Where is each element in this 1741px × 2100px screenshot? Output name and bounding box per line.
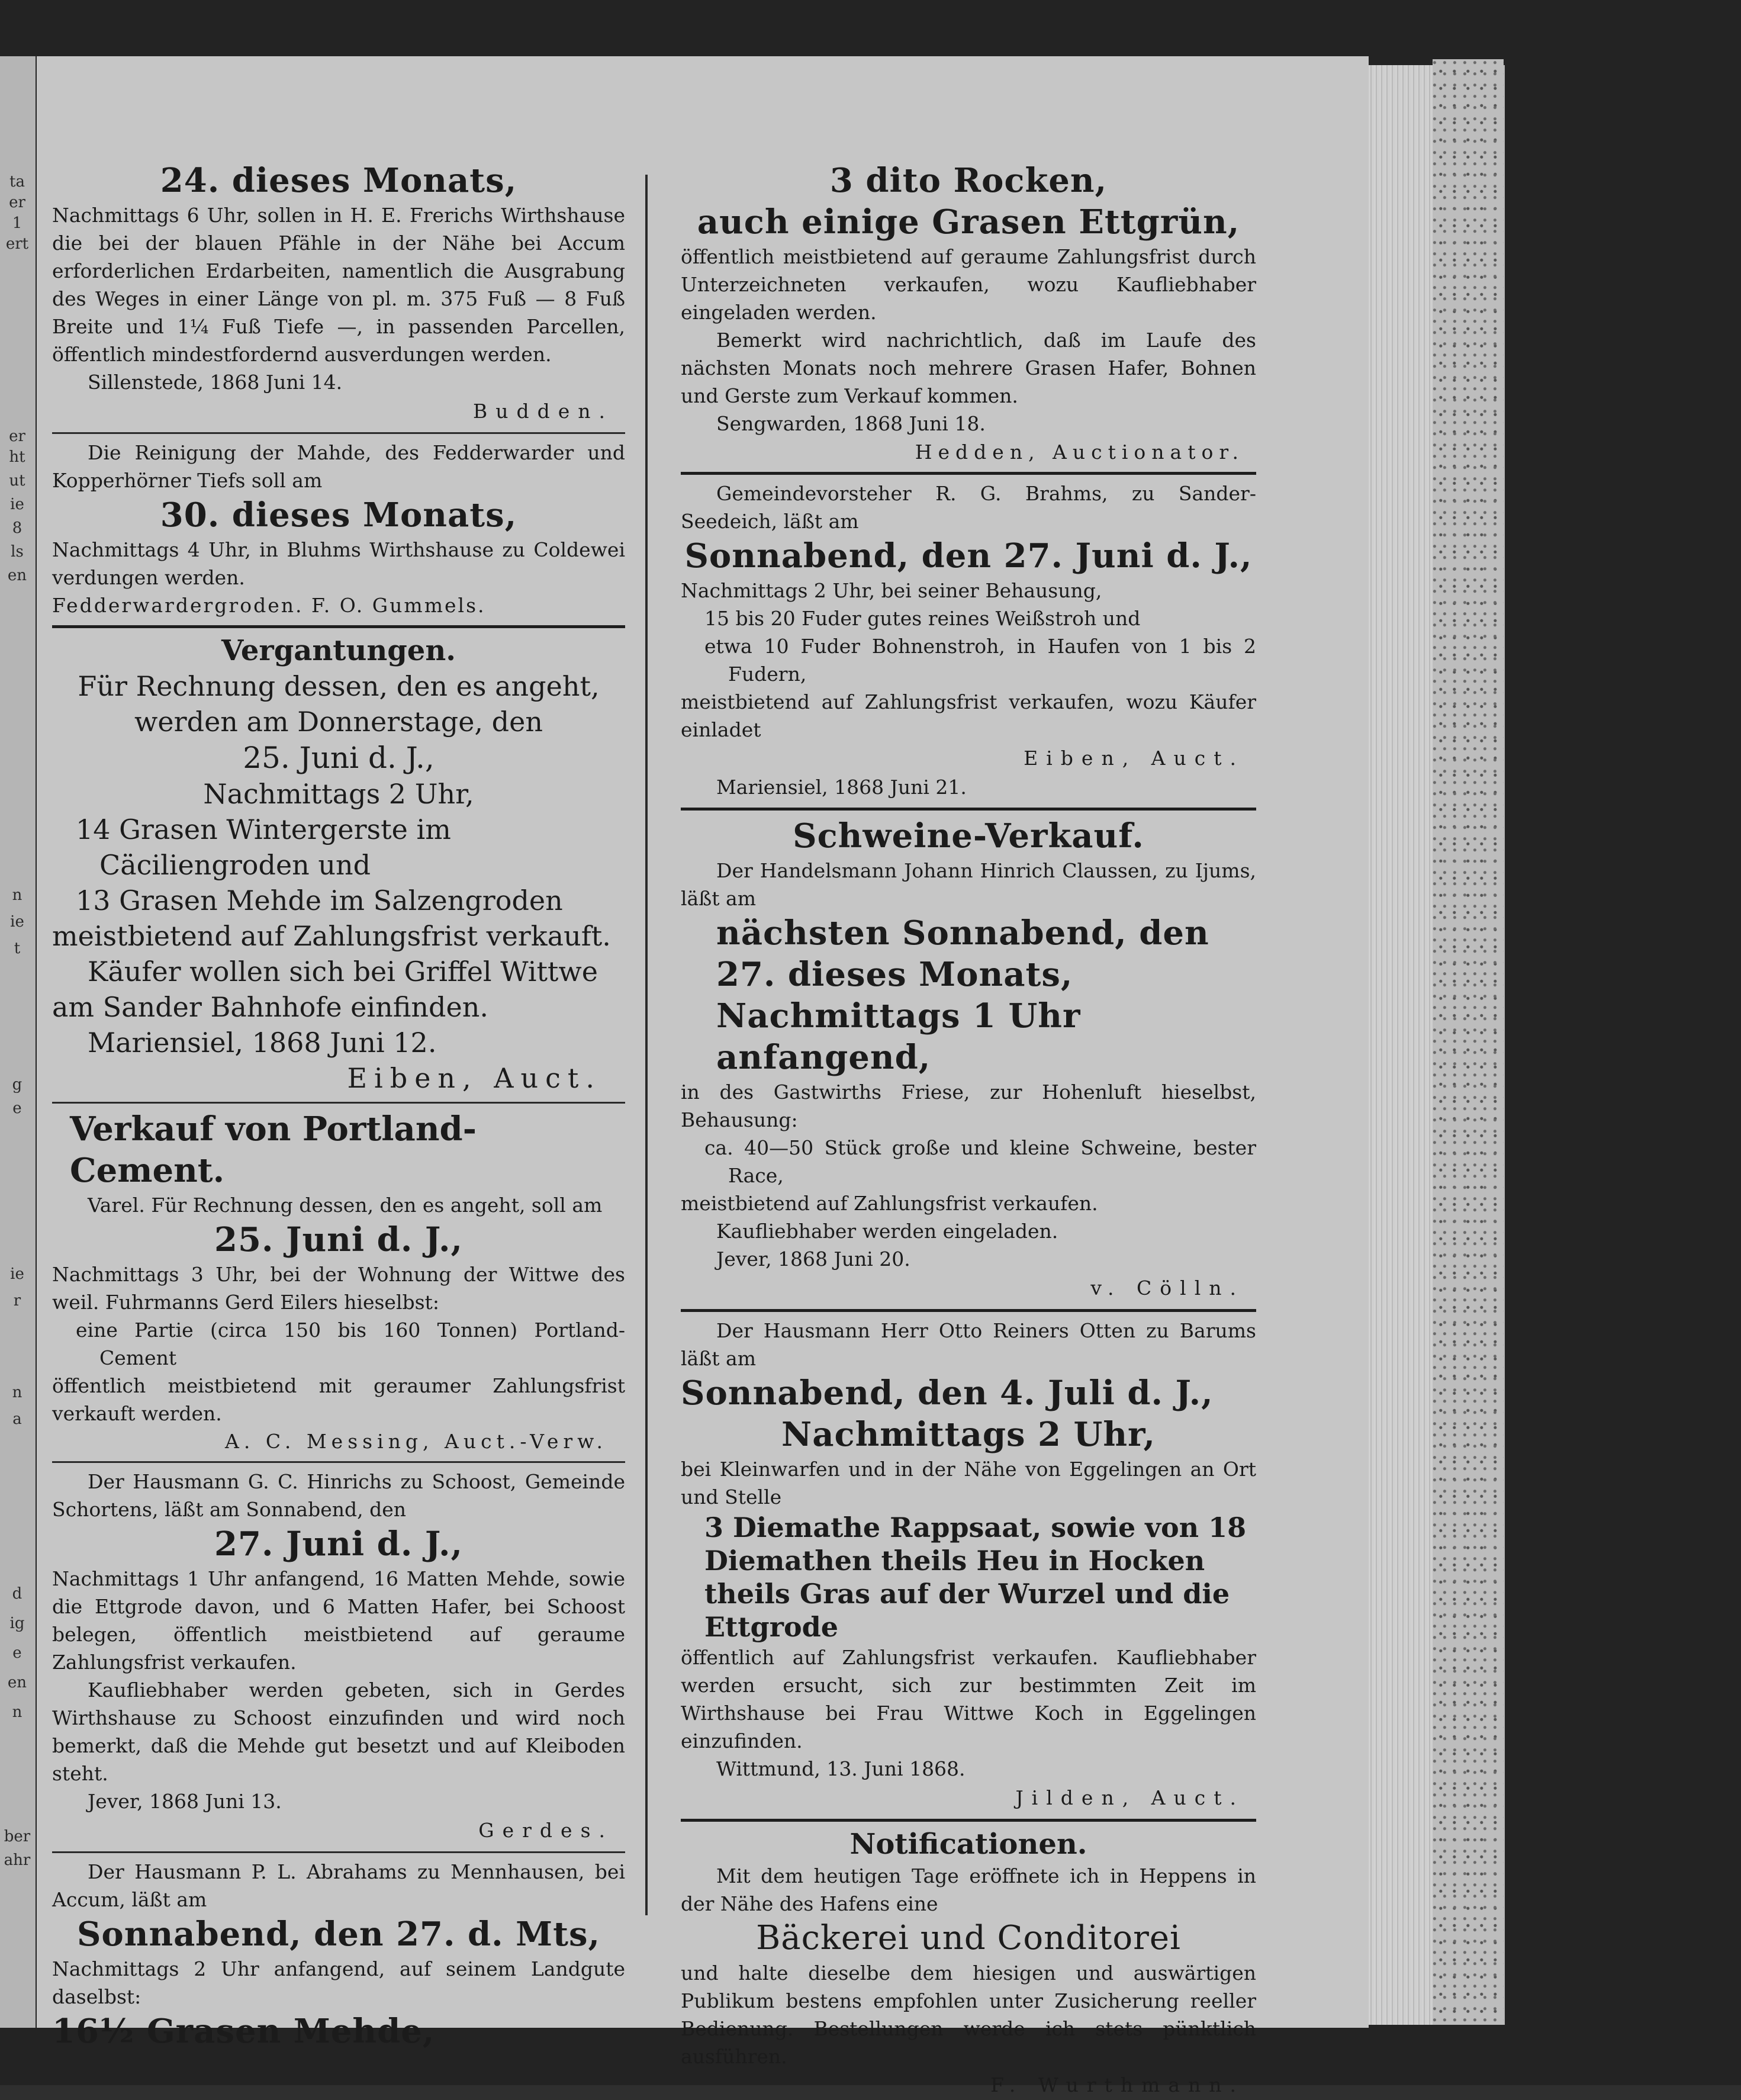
margin-fragment: en — [7, 567, 27, 584]
section-heading: Notificationen. — [849, 1828, 1087, 1861]
sale-terms: meistbietend auf Zahlungsfrist verkauft. — [52, 920, 611, 952]
notice-body: in des Gastwirths Friese, zur Hohenluft hieselbst, Behausung: — [681, 1080, 1256, 1131]
notice-pig-sale — [681, 815, 1256, 1303]
notice-portland-cement — [52, 1108, 625, 1455]
date-heading: Sonnabend, den 4. Juli d. J., — [681, 1374, 1214, 1413]
notice-intro: Der Hausmann P. L. Abrahams zu Mennhausen, bei Accum, läßt am — [52, 1860, 625, 1911]
lot-item: etwa 10 Fuder Bohnenstroh, in Haufen von 1 bis 2 Fudern, — [704, 635, 1256, 686]
separator-rule — [52, 1102, 625, 1104]
sale-terms: meistbietend auf Zahlungsfrist verkaufen, wozu Käufer einladet — [681, 690, 1256, 741]
sale-terms: öffentlich auf Zahlungsfrist verkaufen. Kaufliebhaber werden ersucht, sich zur bestimmten Zeit im Wirthshause bei Frau Wittwe Koch in Eggelingen einzufinden. — [681, 1646, 1256, 1752]
date-heading: 30. dieses Monats, — [160, 496, 517, 535]
margin-fragment: en — [7, 1674, 27, 1691]
place-date: Jever, 1868 Juni 13. — [88, 1790, 282, 1813]
separator-rule — [52, 1461, 625, 1463]
notice-otten — [681, 1317, 1256, 1813]
place-date: Wittmund, 13. Juni 1868. — [716, 1757, 966, 1780]
notice-abrahams — [52, 1858, 625, 2052]
lot-heading: 3 dito Rocken, — [829, 161, 1108, 200]
notice-intro: Für Rechnung dessen, den es angeht, werden am Donnerstage, den — [78, 670, 600, 738]
lot-item: 13 Grasen Mehde im Salzengroden — [76, 885, 563, 916]
notice-body: und halte dieselbe dem hiesigen und auswärtigen Publikum bestens empfohlen unter Zusicherung reeller Bedienung. Bestellungen werde ich stets pünktlich ausführen. — [681, 1961, 1256, 2068]
notice-notifications — [681, 1826, 1256, 2100]
note: Bemerkt wird nachrichtlich, daß im Laufe des nächsten Monats noch mehrere Grasen Hafer, Bohnen und Gerste zum Verkauf kommen. — [681, 329, 1256, 407]
separator-rule — [681, 1819, 1256, 1822]
margin-fragment: ie — [10, 496, 24, 513]
date-heading: Sonnabend, den 27. d. Mts, — [76, 1915, 601, 1954]
separator-rule — [681, 808, 1256, 811]
margin-fragment: ht — [9, 448, 25, 466]
margin-fragment: er — [9, 427, 25, 445]
place-signature: Fedderwardergroden. F. O. Gummels. — [52, 594, 486, 617]
lot-item: eine Partie (circa 150 bis 160 Tonnen) Portland-Cement — [76, 1318, 625, 1369]
signature: v. Cölln. — [1090, 1276, 1244, 1300]
margin-fragment: n — [12, 1703, 22, 1721]
lot-item: ca. 40—50 Stück große und kleine Schweine, bester Race, — [704, 1136, 1256, 1187]
notice-body: Nachmittags 1 Uhr anfangend, 16 Matten Mehde, sowie die Ettgrode davon, und 6 Matten Hafer, bei Schoost belegen, öffentlich meistbietend auf geraume Zahlungsfrist verkaufen. — [52, 1567, 625, 1674]
lot-item: 16½ Grasen Mehde, — [52, 2012, 435, 2051]
separator-rule — [681, 472, 1256, 475]
margin-fragment: n — [12, 886, 22, 904]
signature: A. C. Messing, Auct.-Verw. — [225, 1430, 607, 1453]
date-heading: nächsten Sonnabend, den 27. dieses Monats, Nachmittags 1 Uhr anfangend, — [716, 914, 1209, 1077]
margin-fragment: er — [9, 194, 25, 211]
book-binding — [1433, 59, 1504, 2025]
margin-fragment: d — [12, 1585, 22, 1603]
margin-fragment: 8 — [12, 519, 22, 537]
place-date: Sillenstede, 1868 Juni 14. — [88, 371, 343, 394]
margin-fragment: ta — [9, 173, 25, 191]
notice-body: Nachmittags 3 Uhr, bei der Wohnung der Wittwe des weil. Fuhrmanns Gerd Eilers hieselbst: — [52, 1263, 625, 1314]
notice-body: Nachmittags 2 Uhr anfangend, auf seinem Landgute daselbst: — [52, 1957, 625, 2008]
margin-fragment: ig — [9, 1615, 25, 1632]
margin-fragment: ie — [10, 913, 24, 931]
signature: Eiben, Auct. — [347, 1062, 601, 1094]
section-heading: Vergantungen. — [221, 634, 456, 667]
lot-item: 3 Diemathe Rappsaat, sowie von 18 Diemathen theils Heu in Hocken theils Gras auf der Wurzel und die Ettgrode — [704, 1512, 1247, 1643]
notice-body: bei Kleinwarfen und in der Nähe von Eggelingen an Ort und Stelle — [681, 1458, 1256, 1509]
margin-fragment: g — [12, 1076, 22, 1094]
date-heading: 24. dieses Monats, — [160, 161, 517, 200]
notice-intro: Der Handelsmann Johann Hinrich Claussen, zu Ijums, läßt am — [681, 859, 1256, 910]
notice-body: Nachmittags 6 Uhr, sollen in H. E. Frerichs Wirthshause die bei der blauen Pfähle in der Nähe bei Accum erforderlichen Erdarbeiten, namentlich die Ausgrabung des Weges in einer Länge von pl. m. 375 Fuß — 8 Fuß Breite und 1¼ Fuß Tiefe —, in passenden Parcellen, öffentlich mindestfordernd ausverdungen werden. — [52, 204, 625, 366]
margin-fragment: t — [14, 940, 21, 957]
margin-fragment: ie — [10, 1265, 24, 1283]
notice-body: Nachmittags 4 Uhr, in Bluhms Wirthshause zu Coldewei verdungen werden. — [52, 538, 625, 589]
sale-terms: meistbietend auf Zahlungsfrist verkaufen. — [681, 1192, 1098, 1215]
margin-fragment: ber — [4, 1828, 31, 1845]
notice-body: öffentlich meistbietend auf geraume Zahlungsfrist durch Unterzeichneten verkaufen, wozu Kaufliebhaber eingeladen werden. — [681, 245, 1256, 324]
separator-rule — [681, 1309, 1256, 1312]
notice-sengwarden — [681, 160, 1256, 466]
notice-intro: Der Hausmann Herr Otto Reiners Otten zu Barums läßt am — [681, 1319, 1256, 1370]
margin-fragment: a — [12, 1410, 22, 1428]
signature: Budden. — [472, 400, 613, 423]
notice-intro: Der Hausmann G. C. Hinrichs zu Schoost, Gemeinde Schortens, läßt am Sonnabend, den — [52, 1470, 625, 1521]
lot-item: 15 bis 20 Fuder gutes reines Weißstroh und — [704, 607, 1141, 630]
margin-fragment: r — [13, 1292, 21, 1310]
signature: Hedden, Auctionator. — [915, 440, 1244, 464]
separator-rule — [52, 1851, 625, 1853]
margin-fragment: n — [12, 1384, 22, 1401]
signature: F. Wurthmann. — [990, 2073, 1244, 2096]
margin-fragment: e — [12, 1099, 22, 1117]
lot-item: 14 Grasen Wintergerste im Cäciliengroden und — [76, 813, 451, 881]
signature: Gerdes. — [478, 1819, 613, 1842]
place-date: Jever, 1868 Juni 20. — [716, 1247, 910, 1271]
notice-intro: Varel. Für Rechnung dessen, den es angeht, soll am — [88, 1194, 603, 1217]
section-heading: Schweine-Verkauf. — [793, 816, 1144, 856]
margin-fragment: ls — [11, 543, 24, 561]
notice-vergantungen — [52, 633, 625, 1096]
date-heading: 25. Juni d. J., — [214, 1220, 463, 1259]
notice-intro: Gemeindevorsteher R. G. Brahms, zu Sander-Seedeich, läßt am — [681, 482, 1256, 533]
date-heading: Sonnabend, den 27. Juni d. J., — [684, 536, 1253, 575]
margin-fragment: ut — [9, 472, 25, 490]
section-heading: Verkauf von Portland-Cement. — [70, 1110, 477, 1190]
column-divider — [645, 175, 648, 1915]
margin-fragment: ert — [5, 235, 29, 253]
signature: Jilden, Auct. — [1015, 1786, 1244, 1809]
buyers-note: Käufer wollen sich bei Griffel Wittwe am Sander Bahnhofe einfinden. — [52, 956, 598, 1023]
notice-ditch-cleaning — [52, 439, 625, 619]
buyers-note: Kaufliebhaber werden gebeten, sich in Gerdes Wirthshause zu Schoost einzufinden und wird noch bemerkt, daß die Mehde gut besetzt und auf Kleiboden steht. — [52, 1678, 625, 1785]
notice-brahms — [681, 480, 1256, 802]
left-column — [52, 160, 625, 2052]
business-name: Bäckerei und Conditorei — [756, 1919, 1181, 1957]
place-date: Mariensiel, 1868 Juni 21. — [716, 776, 967, 799]
notice-intro: Die Reinigung der Mahde, des Fedderwarder und Kopperhörner Tiefs soll am — [52, 441, 625, 492]
notice-body: Nachmittags 2 Uhr, bei seiner Behausung, — [681, 579, 1102, 602]
notice-earthworks — [52, 160, 625, 426]
separator-rule — [52, 432, 625, 434]
margin-fragment: ahr — [4, 1851, 31, 1869]
date-heading: 27. Juni d. J., — [214, 1525, 463, 1564]
previous-page-edge — [0, 56, 36, 2028]
buyers-note: Kaufliebhaber werden eingeladen. — [716, 1220, 1058, 1243]
margin-fragment: 1 — [12, 214, 22, 232]
right-column — [681, 160, 1256, 2100]
place-date: Sengwarden, 1868 Juni 18. — [716, 412, 986, 435]
margin-fragment: e — [12, 1644, 22, 1662]
notice-intro: Mit dem heutigen Tage eröffnete ich in Heppens in der Nähe des Hafens eine — [681, 1864, 1256, 1915]
time-heading: Nachmittags 2 Uhr, — [781, 1415, 1156, 1454]
signature: Eiben, Auct. — [1024, 747, 1244, 770]
date-heading: 25. Juni d. J., — [243, 741, 435, 775]
place-date: Mariensiel, 1868 Juni 12. — [88, 1027, 437, 1059]
sale-terms: öffentlich meistbietend mit geraumer Zahlungsfrist verkauft werden. — [52, 1374, 625, 1425]
notice-hinrichs — [52, 1468, 625, 1845]
time-line: Nachmittags 2 Uhr, — [203, 778, 474, 810]
lot-heading: auch einige Grasen Ettgrün, — [697, 202, 1240, 242]
separator-rule — [52, 625, 625, 628]
